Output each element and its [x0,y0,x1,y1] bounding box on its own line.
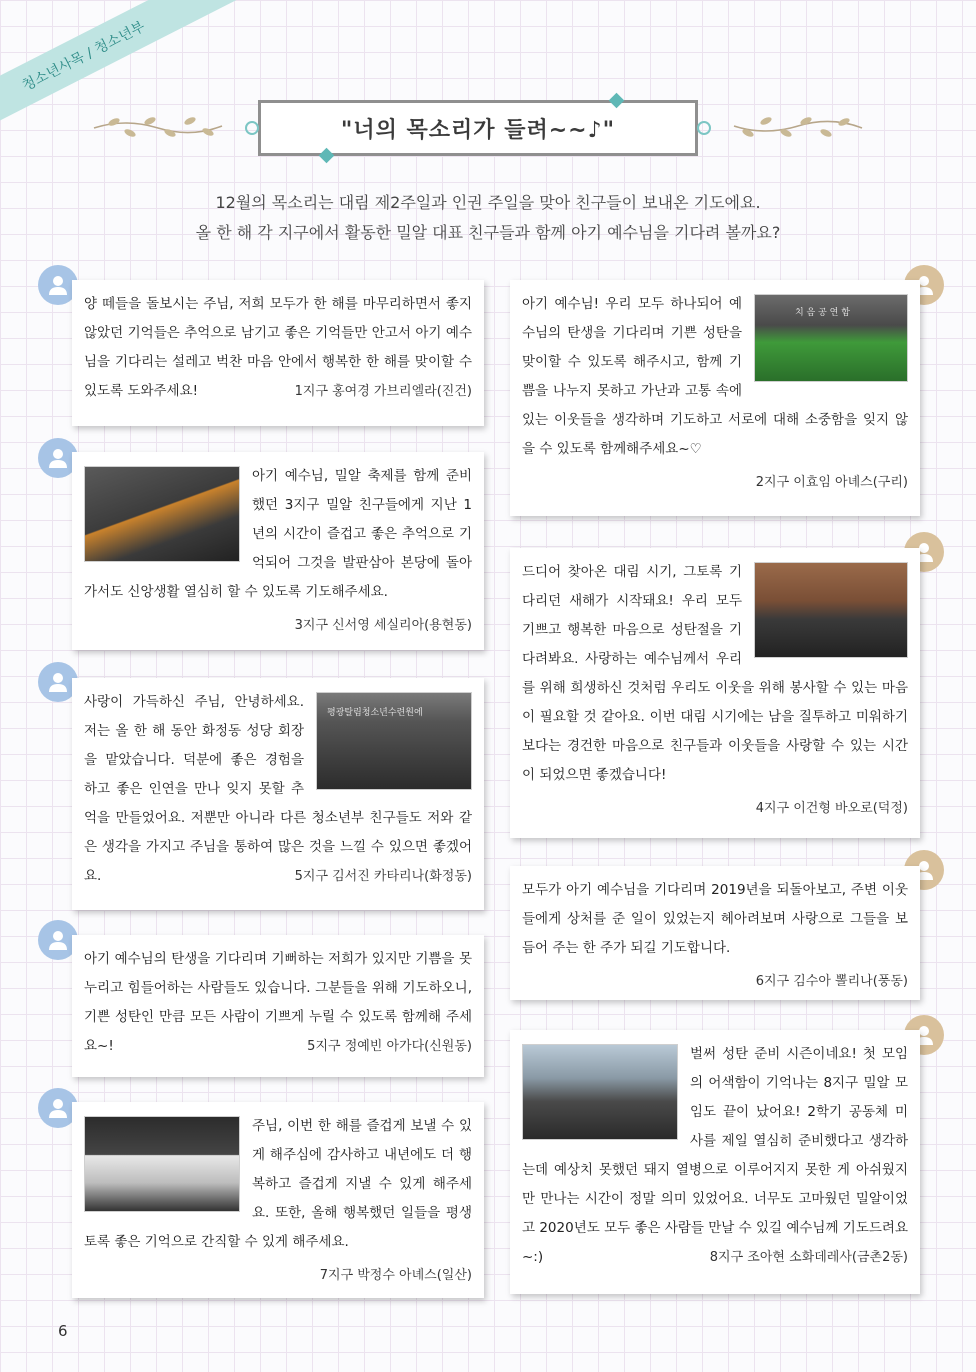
prayer-text: 양 떼들을 돌보시는 주님, 저희 모두가 한 해를 마무리하면서 좋지 않았던 기억들은 추억으로 남기고 좋은 기억들만 안고서 아기 예수님을 기다리는 설레고 벅찬 마음 안에서 행복한 한 해를 맞이할 수 있도록 도와주세요! 1지구 홍여경 가브리엘라(진건) [84,290,472,406]
group-photo [754,294,908,382]
intro-line-2: 올 한 해 각 지구에서 활동한 밀알 대표 친구들과 함께 아기 예수님을 기다려 볼까요? [195,223,781,242]
section-label: 청소년사목 / 청소년부 [19,18,148,95]
prayer-card-1 [72,280,484,426]
intro-line-1: 12월의 목소리는 대림 제2주일과 인권 주일을 맞아 친구들이 보내온 기도에요. [215,193,761,212]
prayer-signature: 3지구 신서영 세실리아(용현동) [294,618,472,633]
page-title: "너의 목소리가 들려~~♪" [340,117,616,143]
diamond-ornament [319,148,335,164]
prayer-signature: 2지구 이효임 아녜스(구리) [755,475,908,490]
prayer-text: 모두가 아기 예수님을 기다리며 2019년을 되돌아보고, 주변 이웃들에게 상처를 준 일이 있었는지 헤아려보며 사랑으로 그들을 보듬어 주는 한 주가 되길 기도합니다. [522,882,908,956]
page-number: 6 [58,1322,68,1340]
diamond-ornament [609,93,625,109]
prayer-text: 주님, 이번 한 해를 즐겁게 보낼 수 있게 해주심에 감사하고 내년에도 더 행복하고 즐겁게 지낼 수 있게 해주세요. 또한, 올해 행복했던 일들을 평생토록 좋은 기억으로 간직할 수 있게 해주세요. [84,1118,472,1250]
prayer-card-3 [72,452,484,650]
prayer-signature: 5지구 정예빈 아가다(신원동) [307,1039,472,1054]
prayer-signature: 1지구 홍여경 가브리엘라(진건) [294,384,472,399]
prayer-signature: 8지구 조아현 소화데레사(금촌2동) [709,1250,908,1265]
photo-banner-text: 평광탈림청소년수련원에 [327,708,423,718]
hook-ornament [697,121,711,135]
prayer-card-8 [510,1030,920,1294]
title-frame [258,100,698,156]
prayer-text: 사랑이 가득하신 주님, 안녕하세요. 저는 올 한 해 동안 화정동 성당 회장을 맡았습니다. 덕분에 좋은 경험을 하고 좋은 인연을 만나 잊지 못할 추억을 만들었어요. 저뿐만 아니라 다른 청소년부 친구들도 저와 같은 생각을 가지고 주님을 통하여 많은 것을 느낄 수 있으면 좋겠어요. 5지구 김서진 카타리나(화정동) [84,688,472,891]
prayer-text: 드디어 찾아온 대림 시기, 그토록 기다리던 새해가 시작돼요! 우리 모두 기쁘고 행복한 마음으로 성탄절을 기다려봐요. 사랑하는 예수님께서 우리를 위해 희생하신 것처럼 우리도 이웃을 위해 봉사할 수 있는 마음이 필요할 것 같아요. 이번 대림 시기에는 남을 질투하고 미워하기보다는 경건한 마음으로 친구들과 이웃들을 사랑할 수 있는 시간이 되었으면 좋겠습니다! [522,564,908,783]
hook-ornament [245,121,259,135]
prayer-card-5 [72,678,484,910]
prayer-card-6 [510,866,920,1000]
prayer-text: 아기 예수님, 밀알 축제를 함께 준비했던 3지구 밀알 친구들에게 지난 1년의 시간이 즐겁고 좋은 추억으로 기억되어 그것을 발판삼아 본당에 돌아가서도 신앙생활 열심히 할 수 있도록 기도해주세요. [84,468,472,600]
left-vine-ornament [92,114,224,140]
prayer-signature: 5지구 김서진 카타리나(화정동) [294,869,472,884]
prayer-card-2 [510,280,920,516]
prayer-signature: 7지구 박정수 아녜스(일산) [319,1268,472,1283]
prayer-card-4 [510,548,920,838]
group-photo [84,466,240,562]
group-photo [316,692,472,790]
prayer-signature: 6지구 김수아 뽈리나(풍동) [755,974,908,989]
group-photo [522,1044,678,1140]
prayer-card-7 [72,935,484,1077]
group-photo [84,1116,240,1212]
group-photo [754,562,908,658]
prayer-text: 아기 예수님의 탄생을 기다리며 기뻐하는 저희가 있지만 기쁨을 못 누리고 힘들어하는 사람들도 있습니다. 그분들을 위해 기도하오니, 기쁜 성탄인 만큼 모든 사람이 기쁘게 누릴 수 있도록 함께해 주세요~! 5지구 정예빈 아가다(신원동) [84,945,472,1061]
photo-banner-text: 치 음 공 연 함 [795,308,850,318]
right-vine-ornament [732,114,864,140]
prayer-card-9 [72,1102,484,1298]
prayer-signature: 4지구 이건형 바오로(덕정) [755,801,908,816]
prayer-text: 벌써 성탄 준비 시즌이네요! 첫 모임의 어색함이 기억나는 8지구 밀알 모임도 끝이 났어요! 2학기 공동체 미사를 제일 열심히 준비했다고 생각하는데 예상치 못했던 돼지 열병으로 이루어지지 못한 게 아쉬웠지만 만나는 시간이 정말 의미 있었어요. 너무도 고마웠던 밀알이었고 2020년도 모두 좋은 사람들 만날 수 있길 예수님께 기도드려요~:) 8지구 조아현 소화데레사(금촌2동) [522,1040,908,1272]
prayer-text: 아기 예수님! 우리 모두 하나되어 예수님의 탄생을 기다리며 기쁜 성탄을 맞이할 수 있도록 해주시고, 함께 기쁨을 나누지 못하고 가난과 고통 속에 있는 이웃들을 생각하며 기도하고 서로에 대해 소중함을 잊지 않을 수 있도록 함께해주세요~♡ [522,296,908,457]
